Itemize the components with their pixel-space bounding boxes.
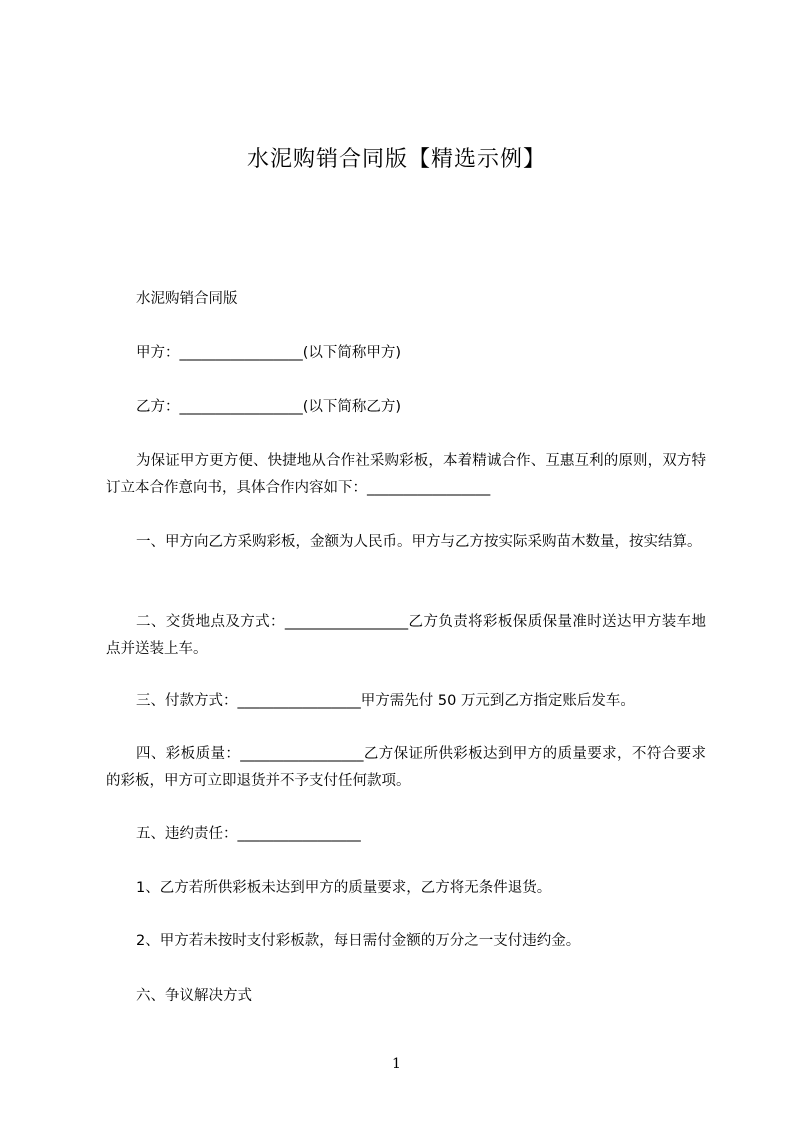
paragraph-clause-1: 一、甲方向乙方采购彩板，金额为人民币。甲方与乙方按实际采购苗木数量，按实结算。 (136, 534, 702, 550)
paragraph-clause-4: 四、彩板质量：_________________乙方保证所供彩板达到甲方的质量要求，不符合要求的彩板，甲方可立即退货并不予支付任何款项。 (106, 746, 706, 789)
paragraph-party-b: 乙方：_________________(以下简称乙方) (136, 399, 402, 415)
paragraph-preamble: 为保证甲方更方便、快捷地从合作社采购彩板，本着精诚合作、互惠互利的原则，双方特订立本合作意向书，具体合作内容如下：_________________ (106, 453, 706, 496)
document-title: 水泥购销合同版【精选示例】 (246, 147, 546, 172)
paragraph-clause-6: 六、争议解决方式 (136, 988, 252, 1004)
paragraph-clause-5-item-1: 1、乙方若所供彩板未达到甲方的质量要求，乙方将无条件退货。 (136, 880, 552, 896)
paragraph-clause-5-item-2: 2、甲方若未按时支付彩板款，每日需付金额的万分之一支付违约金。 (136, 933, 581, 949)
page-number: 1 (392, 1056, 401, 1072)
paragraph-contract-name: 水泥购销合同版 (136, 291, 238, 307)
paragraph-clause-5: 五、违约责任：_________________ (136, 826, 361, 842)
paragraph-clause-3: 三、付款方式：_________________甲方需先付 50 万元到乙方指定账后发车。 (136, 693, 635, 709)
paragraph-party-a: 甲方：_________________(以下简称甲方) (136, 345, 402, 361)
paragraph-clause-2: 二、交货地点及方式：_________________乙方负责将彩板保质保量准时送达甲方装车地点并送装上车。 (106, 614, 706, 657)
